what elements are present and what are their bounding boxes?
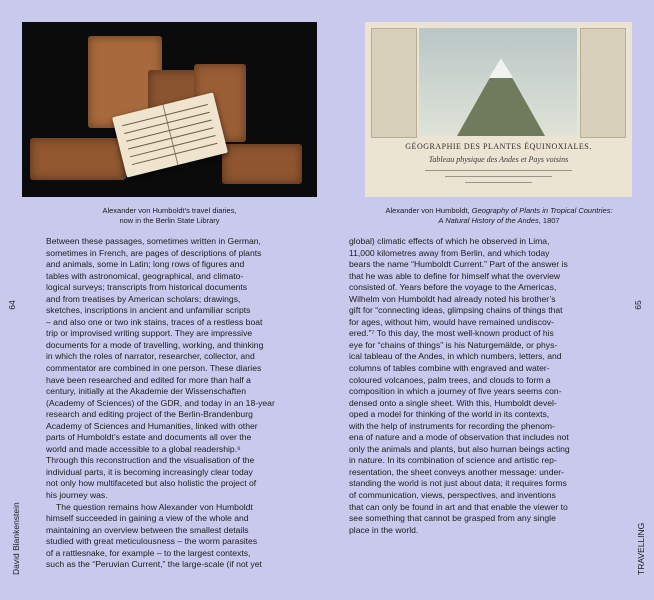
body-line: parts of Humboldt’s estate and documents all over the [46,432,252,443]
body-line: for ages, without him, would have remained undiscov- [349,316,554,327]
body-line: Wilhelm von Humboldt had already noted his brother’s [349,293,556,304]
body-line: maintaining an overview between the smallest details [46,524,249,535]
right-caption [349,206,649,226]
body-line: standing the world is not just about data; it requires forms [349,478,567,489]
caption-line: now in the Berlin State Library [119,216,220,225]
body-line: trip or improvised writing support. They are impressive [46,328,253,339]
body-line: ered.”⁷ To this day, the most well-known product of his [349,328,554,339]
caption-title-italic: Geography of Plants in Tropical Countries: [471,206,613,215]
plate-subtitle: Tableau physique des Andes et Pays voisins [428,155,569,164]
body-line: 11,000 kilometres away from Berlin, and which today [349,247,550,258]
body-line: such as the “Peruvian Current,” the large-scale (if not yet [46,559,262,570]
body-line: consisted of. Years before the voyage to the Americas, [349,282,557,293]
body-line: sometimes in French, are pages of descriptions of plants [46,247,262,258]
body-line: that can only be found in art and that enable the viewer to [349,501,568,512]
body-line: coloured volcanoes, palm trees, and clouds to form a [349,374,551,385]
body-line: of communication, views, perspectives, and inventions [349,490,556,501]
section-label: TRAVELLING [636,522,646,575]
caption-title-italic: A Natural History of the Andes [438,216,539,225]
body-line: bears the name “Humboldt Current.” Part of the answer is [349,259,568,270]
body-line: sketches, inscriptions in ancient and unfamiliar scripts [46,305,251,316]
left-body-text [46,236,322,571]
diary-book [222,144,302,184]
plate-table-right [580,28,626,138]
right-body-text [349,236,621,536]
body-line: Through this reconstruction and the visualisation of the [46,455,255,466]
body-line: individual parts, it is becoming increasingly clear today [46,466,253,477]
body-line: ena of nature and a mode of observation that includes not [349,432,569,443]
caption-line: Alexander von Humboldt’s travel diaries, [102,206,237,215]
body-line: and from treatises by American scholars; drawings, [46,293,241,304]
travel-diaries-photo [22,22,317,197]
body-line: Between these passages, sometimes written in German, [46,236,261,246]
body-line: studied with great meticulousness – the worm parasites [46,536,258,547]
right-page [327,0,654,600]
body-line: only the animals and plants, but also human beings acting [349,443,570,454]
page-number-left: 64 [7,300,17,310]
body-line: The question remains how Alexander von Humboldt [56,501,253,512]
caption-year: , 1807 [538,216,560,225]
body-line: composition in which a journey of five years seems con- [349,386,562,397]
body-line: documents for a mode of travelling, working, and thinking [46,339,264,350]
body-line: his journey was. [46,490,108,501]
body-line: densed onto a single sheet. With this, Humboldt devel- [349,397,557,408]
body-line: with the help of instruments for recording the phenom- [349,420,555,431]
body-line: of a rattlesnake, for example – to the largest contexts, [46,547,251,558]
caption-text: Alexander von Humboldt, [385,206,472,215]
body-line: world and made accessible to a global readership.⁶ [46,443,241,454]
body-line: himself succeeded in gaining a view of the whole and [46,513,249,524]
body-line: in which the roles of narrator, researcher, collector, and [46,351,255,362]
plate-fine-line [425,170,572,171]
body-line: Academy of Sciences and Humanities, linked with other [46,420,258,431]
geography-of-plants-plate [365,22,632,197]
body-line: global) climatic effects of which he observed in Lima, [349,236,550,246]
author-name: David Blankenstein [11,502,21,575]
body-line: (Academy of Sciences) of the GDR, and today in an 18-year [46,397,275,408]
body-line: gift for “connecting ideas, glimpsing chains of things that [349,305,563,316]
caption-line [349,206,649,216]
body-line: columns of tables combine with engraved and water- [349,363,550,374]
body-line: have been researched and edited for more than half a [46,374,251,385]
body-line: eye for “chains of things” is his Naturgemälde, or phys- [349,339,558,350]
body-line: see something that cannot be grasped from any single [349,513,556,524]
body-line: not only how multifaceted but also holistic the project of [46,478,257,489]
plate-snow-peak [489,58,513,78]
plate-fine-line [445,176,552,177]
body-line: commentator are combined in one person. These diaries [46,363,262,374]
body-line: and animals, some in Latin; long rows of figures and [46,259,245,270]
body-line: century, initially at the Akademie der Wissenschaften [46,386,246,397]
body-line: in nature. In its combination of science and artistic rep- [349,455,557,466]
caption-line [349,216,649,226]
body-line: resentation, the sheet conveys another message: under- [349,466,564,477]
left-caption [22,206,317,226]
plate-fine-line [465,182,532,183]
diary-book [30,138,126,180]
body-line: – and also one or two ink stains, traces of a restless boat [46,316,263,327]
body-line: tables with astronomical, geographical, and climato- [46,270,244,281]
body-line: oped a model for thinking of the world in its contexts, [349,409,550,420]
body-line: research and editing project of the Berlin-Brandenburg [46,409,253,420]
plate-title: GÉOGRAPHIE DES PLANTES ÉQUINOXIALES. [405,142,592,151]
body-line: logical surveys; transcripts from historical documents [46,282,248,293]
plate-table-left [371,28,417,138]
body-line: place in the world. [349,524,419,535]
page-number-right: 65 [633,300,643,310]
body-line: ical tableau of the Andes, in which numbers, letters, and [349,351,562,362]
body-line: that he was able to define for himself what the overview [349,270,561,281]
